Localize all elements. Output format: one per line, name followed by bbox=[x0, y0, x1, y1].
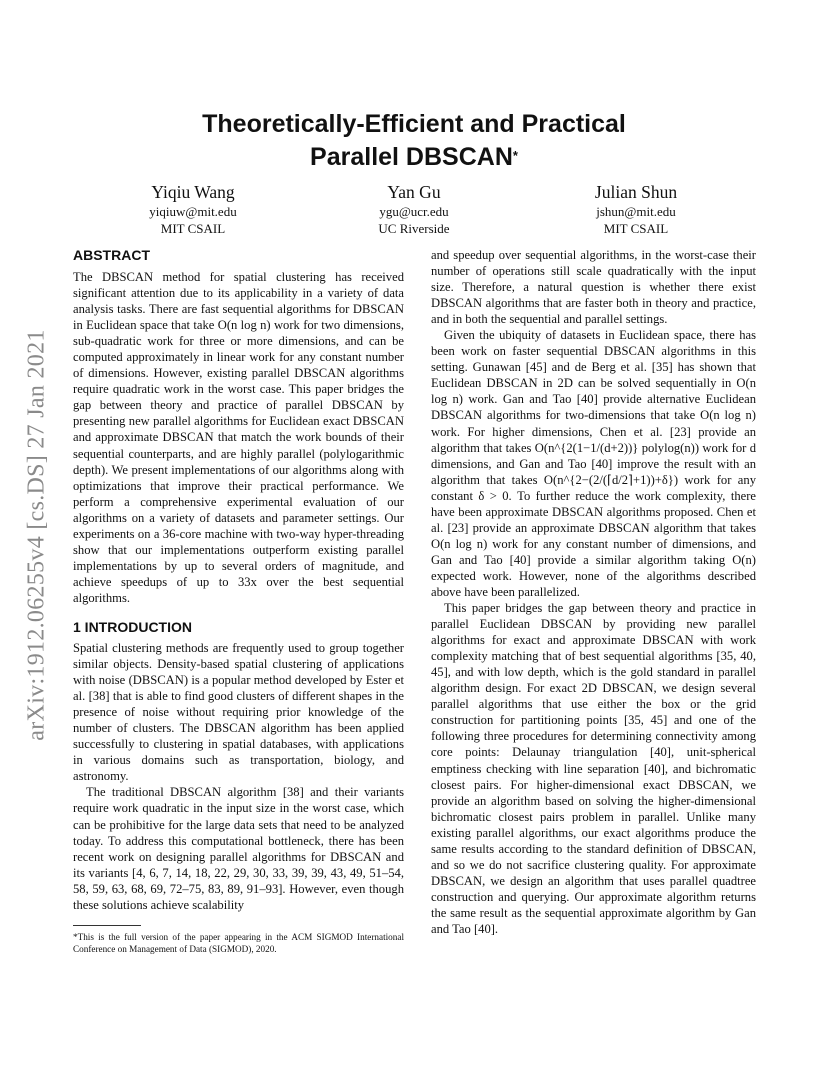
author-affiliation: UC Riverside bbox=[378, 221, 450, 236]
title-line-1: Theoretically-Efficient and Practical bbox=[202, 110, 626, 138]
author-name: Yan Gu bbox=[387, 182, 441, 202]
intro-paragraph-2: The traditional DBSCAN algorithm [38] and their variants require work quadratic in the input size in the worst case, which can be prohibitive for the large data sets that need to be analyzed today. To address this computational bottleneck, there has been recent work on designing parallel algorithms for DBSCAN and its variants [4, 6, 7, 14, 18, 22, 29, 30, 33, 39, 39, 43, 49, 51–54, 58, 59, 63, 68, 69, 72–75, 83, 89, 91–93]. However, even though these solutions achieve scalability bbox=[73, 785, 404, 912]
introduction-heading: 1 INTRODUCTION bbox=[73, 618, 192, 635]
intro-paragraph-4: Given the ubiquity of datasets in Euclidean space, there has been work on faster sequential DBSCAN algorithms in this setting. Gunawan [45] and de Berg et al. [35] has shown that Euclidean DBSCAN in 2D can be solved sequentially in O(n log n) work. Gan and Tao [40] provide alternative Euclidean DBSCAN algorithms for two-dimensions that take O(n log n) work. For higher dimensions, Chen et al. [23] provide an algorithm that takes O(n^{2(1−1/(d+2))} polylog(n)) work for d dimensions, and Gan and Tao [40] improve the result with an algorithm that takes O(n^{2−(2/(⌈d/2⌉+1))+δ}) work for any constant δ > 0. To further reduce the work complexity, there have been approximate DBSCAN algorithms proposed. Chen et al. [23] provide an approximate DBSCAN algorithm that takes O(n log n) work for any constant number of dimensions, and Gan and Tao [40] provide a similar algorithm taking O(n) expected work. However, none of the algorithms described above have been parallelized. bbox=[431, 328, 756, 599]
arxiv-id: arXiv:1912.06255v4 [cs.DS] 27 Jan 2021 bbox=[23, 329, 50, 741]
author-name: Yiqiu Wang bbox=[151, 182, 235, 202]
author-affiliation: MIT CSAIL bbox=[160, 221, 226, 236]
paper-title bbox=[120, 108, 708, 174]
title-line-2-text: Parallel DBSCAN bbox=[310, 143, 513, 171]
arxiv-sidebar-stamp bbox=[22, 290, 52, 780]
author-block-2 bbox=[324, 181, 504, 237]
intro-paragraph-5: This paper bridges the gap between theory and practice in parallel Euclidean DBSCAN by providing new parallel algorithms for exact and approximate DBSCAN with work complexity matching that of best sequential algorithms [35, 40, 45], and with low depth, which is the gold standard in parallel algorithm design. For exact 2D DBSCAN, we design several parallel algorithms that use either the box or the grid construction for partitioning points [35, 45] and one of the following three procedures for determining connectivity among core points: Delaunay triangulation [40], unit-spherical emptiness checking with line separation [40], and bichromatic closest pairs. For higher-dimensional exact DBSCAN, we provide an algorithm based on solving the higher-dimensional bichromatic closest pairs problem in parallel. Unlike many existing parallel algorithms, our exact algorithms produce the same results according to the standard definition of DBSCAN, and so we do not sacrifice clustering quality. For approximate DBSCAN, we design an algorithm that uses parallel quadtree construction and querying. Our approximate algorithm returns the same result as the sequential approximate algorithm by Gan and Tao [40]. bbox=[431, 601, 756, 936]
title-footnote-marker: * bbox=[512, 148, 518, 163]
author-email: jshun@mit.edu bbox=[596, 204, 676, 219]
intro-paragraph-3: and speedup over sequential algorithms, in the worst-case their number of operations still scale quadratically with the input size. Therefore, a natural question is whether there exist DBSCAN algorithms that are faster both in theory and practice, and in both the sequential and parallel settings. bbox=[431, 248, 756, 327]
author-block-3 bbox=[546, 181, 726, 237]
left-column bbox=[73, 246, 404, 913]
title-line-2 bbox=[120, 141, 708, 174]
abstract-heading: ABSTRACT bbox=[73, 247, 150, 263]
author-affiliation: MIT CSAIL bbox=[603, 221, 669, 236]
abstract-text: The DBSCAN method for spatial clustering has received significant attention due to its applicability in a variety of data analysis tasks. There are fast sequential algorithms for DBSCAN in Euclidean space that take O(n log n) work for two dimensions, sub-quadratic work for three or more dimensions, and can be computed approximately in linear work for any constant number of dimensions. However, existing parallel DBSCAN algorithms require quadratic work in the worst case. This paper bridges the gap between theory and practice of parallel DBSCAN by presenting new parallel algorithms for Euclidean exact DBSCAN and approximate DBSCAN that match the work bounds of their sequential counterparts, and are highly parallel (polylogarithmic depth). We present implementations of our algorithms along with optimizations that improve their practical performance. We perform a comprehensive experimental evaluation of our algorithms on a variety of datasets and parameter settings. Our experiments on a 36-core machine with two-way hyper-threading show that our implementations outperform existing parallel implementations by up to several orders of magnitude, and achieve speedups of up to 33x over the best sequential algorithms. bbox=[73, 270, 404, 605]
footnote-rule bbox=[73, 925, 141, 926]
author-email: yiqiuw@mit.edu bbox=[149, 204, 237, 219]
author-block-1 bbox=[103, 181, 283, 237]
author-email: ygu@ucr.edu bbox=[379, 204, 449, 219]
right-column bbox=[431, 247, 756, 937]
author-name: Julian Shun bbox=[594, 182, 678, 202]
intro-paragraph-1: Spatial clustering methods are frequently used to group together similar objects. Density-based spatial clustering of applications with noise (DBSCAN) is a popular method developed by Ester et al. [38] that is able to find good clusters of different shapes in the presence of noise without requiring prior knowledge of the number of clusters. The DBSCAN algorithm has been applied successfully to clustering in spatial databases, with applications in various domains such as transportation, biology, and astronomy. bbox=[73, 640, 404, 784]
footnote: *This is the full version of the paper appearing in the ACM SIGMOD International Conference on Management of Data (SIGMOD), 2020. bbox=[73, 932, 404, 954]
